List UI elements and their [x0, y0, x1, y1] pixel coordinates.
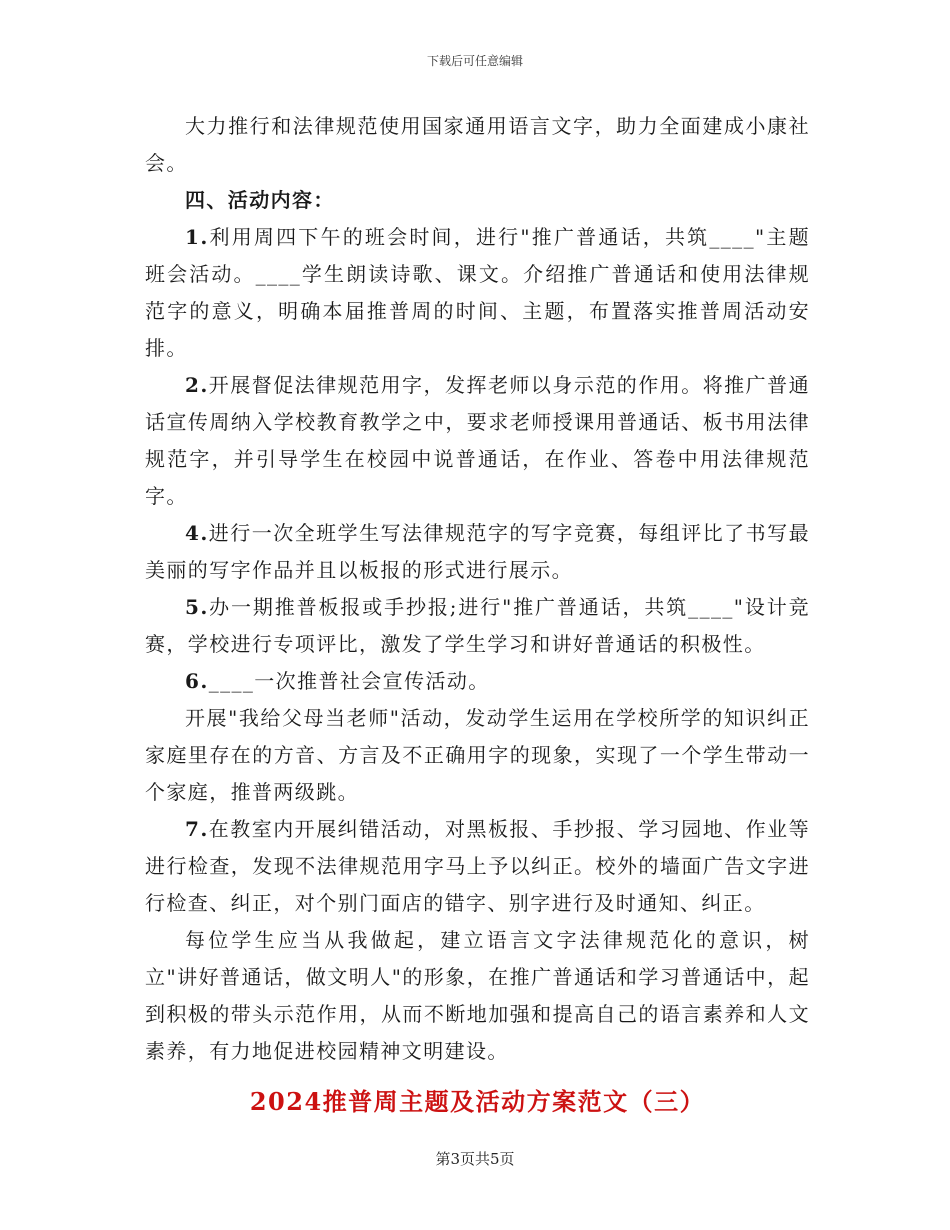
item-number: 5. — [185, 595, 209, 619]
page-header: 下载后可任意编辑 — [426, 54, 523, 68]
section-heading-activities: 四、活动内容： — [185, 188, 335, 212]
item-number: 2. — [185, 373, 209, 397]
paragraph-item-1 — [145, 219, 810, 367]
section-title: 2024推普周主题及活动方案范文（三） — [249, 1087, 706, 1116]
item-text: ____一次推普社会宣传活动。 — [208, 669, 490, 693]
document-body — [145, 108, 810, 1122]
paragraph-item-2 — [145, 367, 810, 515]
page-footer: 第3页共5页 — [435, 1150, 515, 1168]
item-number: 7. — [185, 817, 209, 841]
item-number: 1. — [185, 225, 209, 249]
paragraph-item-6 — [145, 663, 810, 700]
paragraph-item-6-detail: 开展"我给父母当老师"活动，发动学生运用在学校所学的知识纠正家庭里存在的方音、方言及不正确用字的现象，实现了一个学生带动一个家庭，推普两级跳。 — [145, 706, 810, 804]
item-number: 6. — [185, 669, 209, 693]
item-number: 4. — [185, 521, 209, 545]
item-text: 办一期推普板报或手抄报;进行"推广普通话，共筑____"设计竞赛，学校进行专项评比，激发了学生学习和讲好普通话的积极性。 — [145, 595, 810, 656]
paragraph-closing: 每位学生应当从我做起，建立语言文字法律规范化的意识，树立"讲好普通话，做文明人"的形象，在推广普通话和学习普通话中，起到积极的带头示范作用，从而不断地加强和提高自己的语言素养和人文素养，有力地促进校园精神文明建设。 — [145, 928, 810, 1063]
paragraph-item-7 — [145, 811, 810, 922]
item-text: 进行一次全班学生写法律规范字的写字竞赛，每组评比了书写最美丽的写字作品并且以板报的形式进行展示。 — [145, 521, 810, 582]
paragraph-item-4 — [145, 515, 810, 589]
paragraph-intro: 大力推行和法律规范使用国家通用语言文字，助力全面建成小康社会。 — [145, 114, 810, 175]
item-text: 利用周四下午的班会时间，进行"推广普通话，共筑____"主题班会活动。____学生朗读诗歌、课文。介绍推广普通话和使用法律规范字的意义，明确本届推普周的时间、主题，布置落实推普周活动安排。 — [145, 225, 810, 360]
item-text: 开展督促法律规范用字，发挥老师以身示范的作用。将推广普通话宣传周纳入学校教育教学之中，要求老师授课用普通话、板书用法律规范字，并引导学生在校园中说普通话，在作业、答卷中用法律规范字。 — [145, 373, 810, 508]
item-text: 在教室内开展纠错活动，对黑板报、手抄报、学习园地、作业等进行检查，发现不法律规范用字马上予以纠正。校外的墙面广告文字进行检查、纠正，对个别门面店的错字、别字进行及时通知、纠正。 — [145, 817, 810, 915]
paragraph-item-5 — [145, 589, 810, 663]
